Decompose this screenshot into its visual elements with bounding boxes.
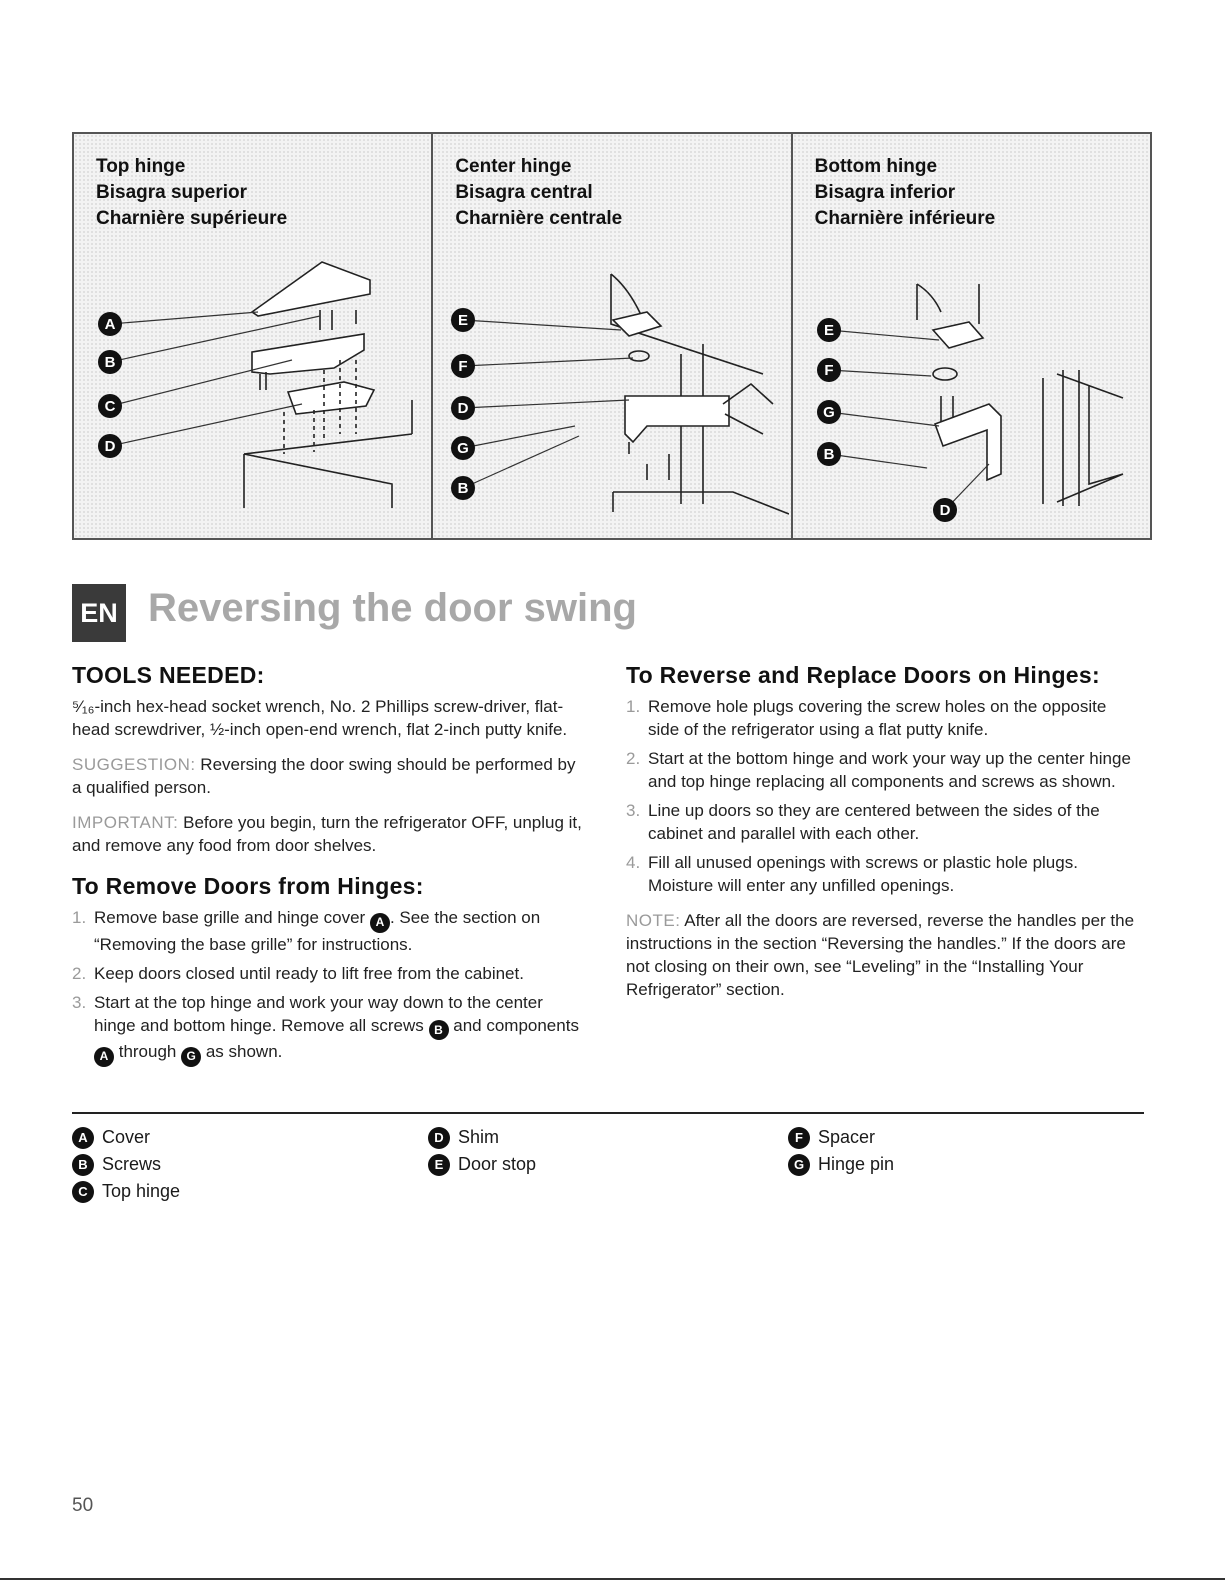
svg-text:C: C bbox=[104, 398, 116, 415]
legend-item-door-stop: E Door stop bbox=[428, 1151, 536, 1178]
svg-text:B: B bbox=[457, 480, 469, 497]
center-hinge-panel bbox=[433, 134, 792, 538]
svg-text:G: G bbox=[822, 404, 835, 421]
remove-step-2: 2. Keep doors closed until ready to lift free from the cabinet. bbox=[72, 963, 524, 983]
legend-column-2 bbox=[428, 1124, 536, 1178]
center-hinge-diagram bbox=[433, 134, 789, 538]
top-hinge-callouts bbox=[98, 312, 122, 458]
legend-item-top-hinge: C Top hinge bbox=[72, 1178, 180, 1205]
legend-item-hinge-pin: G Hinge pin bbox=[788, 1151, 894, 1178]
svg-text:D: D bbox=[104, 438, 116, 455]
remove-step-1: 1. Remove base grille and hinge cover A . See the section on “Removing the base grille” for instructions. bbox=[72, 908, 541, 954]
language-badge: EN bbox=[72, 584, 126, 642]
suggestion-text: Reversing the door swing should be performed by a qualified person. bbox=[72, 755, 576, 797]
svg-text:F: F bbox=[458, 358, 468, 375]
reverse-step-3: 3. Line up doors so they are centered between the sides of the cabinet and parallel with each other. bbox=[626, 801, 1100, 843]
callout-a-badge: A bbox=[94, 1047, 114, 1067]
svg-text:G: G bbox=[457, 440, 470, 457]
suggestion-label: SUGGESTION: bbox=[72, 755, 196, 774]
reverse-heading: To Reverse and Replace Doors on Hinges: bbox=[626, 662, 1100, 688]
bottom-hinge-diagram bbox=[793, 134, 1149, 538]
svg-text:F: F bbox=[824, 362, 834, 379]
bottom-hinge-callouts bbox=[817, 318, 957, 522]
left-column bbox=[72, 664, 582, 1079]
legend-column-1 bbox=[72, 1124, 180, 1205]
callout-b-badge: B bbox=[429, 1020, 449, 1040]
svg-text:D: D bbox=[457, 400, 469, 417]
legend-divider bbox=[72, 1112, 1144, 1114]
legend-item-screws: B Screws bbox=[72, 1151, 180, 1178]
svg-text:E: E bbox=[458, 312, 469, 329]
right-column bbox=[626, 664, 1136, 1013]
remove-step-3: 3. Start at the top hinge and work your way down to the center hinge and bottom hinge. Remove all screws B and components A through G as shown. bbox=[72, 991, 582, 1067]
note-paragraph bbox=[626, 909, 1136, 1001]
svg-text:A: A bbox=[104, 316, 116, 333]
top-hinge-panel bbox=[74, 134, 433, 538]
bottom-hinge-panel bbox=[793, 134, 1150, 538]
svg-text:E: E bbox=[823, 322, 834, 339]
important-paragraph bbox=[72, 811, 582, 857]
legend-item-shim: D Shim bbox=[428, 1124, 536, 1151]
top-hinge-title: Top hinge Bisagra superior Charnière supérieure bbox=[96, 156, 288, 229]
svg-text:D: D bbox=[939, 502, 951, 519]
legend-item-cover: A Cover bbox=[72, 1124, 180, 1151]
svg-text:B: B bbox=[823, 446, 835, 463]
note-text: After all the doors are reversed, reverse the handles per the instructions in the section “Reversing the handles.” If the doors are not closing on their own, see “Leveling” in the “Installing Your Refrigerator” section. bbox=[626, 911, 1135, 999]
reverse-step-1: 1. Remove hole plugs covering the screw holes on the opposite side of the refrigerator using a flat putty knife. bbox=[626, 697, 1107, 739]
page-title: Reversing the door swing bbox=[148, 586, 637, 630]
note-label: NOTE: bbox=[626, 911, 681, 930]
callout-g-badge: G bbox=[181, 1047, 201, 1067]
reverse-steps bbox=[626, 695, 1136, 897]
important-text: Before you begin, turn the refrigerator OFF, unplug it, and remove any food from door shelves. bbox=[72, 813, 582, 855]
reverse-step-4: 4. Fill all unused openings with screws or plastic hole plugs. Moisture will enter any unfilled openings. bbox=[626, 853, 1078, 895]
bottom-hinge-title: Bottom hinge Bisagra inferior Charnière inférieure bbox=[814, 156, 996, 229]
bottom-rule bbox=[0, 1578, 1225, 1580]
reverse-step-2: 2. Start at the bottom hinge and work your way up the center hinge and top hinge replacing all components and screws as shown. bbox=[626, 749, 1131, 791]
hinge-illustration-panels bbox=[72, 132, 1152, 540]
suggestion-paragraph bbox=[72, 753, 582, 799]
top-hinge-diagram bbox=[74, 134, 430, 538]
center-hinge-callouts bbox=[451, 308, 475, 500]
remove-heading: To Remove Doors from Hinges: bbox=[72, 873, 424, 899]
page-number: 50 bbox=[72, 1495, 94, 1516]
tools-text: ⁵⁄₁₆-inch hex-head socket wrench, No. 2 Phillips screw-driver, flat-head screwdriver, ½-inch open-end wrench, flat 2-inch putty knife. bbox=[72, 697, 568, 739]
tools-heading: TOOLS NEEDED: bbox=[72, 662, 265, 688]
important-label: IMPORTANT: bbox=[72, 813, 179, 832]
callout-a-badge: A bbox=[370, 913, 390, 933]
center-hinge-title: Center hinge Bisagra central Charnière centrale bbox=[455, 156, 623, 229]
remove-steps bbox=[72, 906, 582, 1067]
svg-text:B: B bbox=[104, 354, 116, 371]
legend-column-3 bbox=[788, 1124, 894, 1178]
legend-item-spacer: F Spacer bbox=[788, 1124, 894, 1151]
